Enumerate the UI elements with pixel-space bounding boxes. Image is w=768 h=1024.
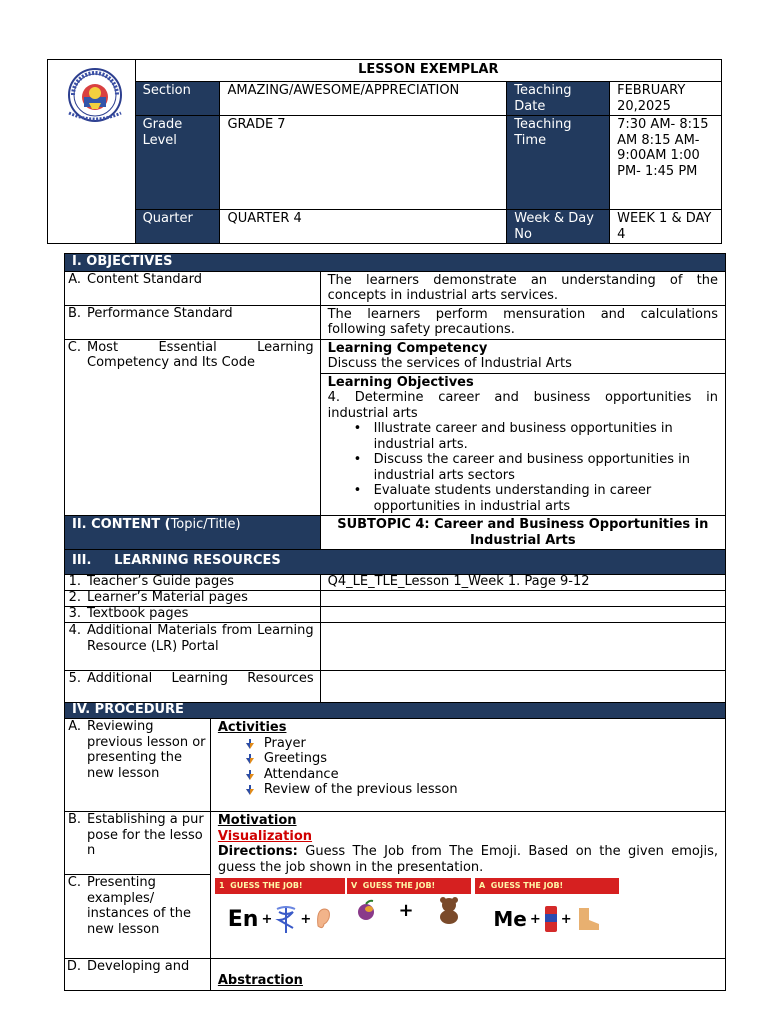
- content-heading: [65, 516, 321, 550]
- emoji-card: [475, 878, 619, 944]
- resource-label: Additional Materials from Learning Resource (LR) Portal: [87, 623, 314, 654]
- activity-label: Prayer: [263, 735, 306, 751]
- resource-label: Additional Learning Resources: [87, 671, 314, 686]
- logo-cell: [48, 60, 136, 244]
- content-standard-value: The learners demonstrate an understanding of the concepts in industrial arts services.: [320, 271, 725, 305]
- procedure-d-label: Developing and: [87, 959, 190, 974]
- activity-item: [244, 767, 718, 783]
- content-standard-key: A.: [68, 271, 81, 287]
- teaching-time-value: 7:30 AM- 8:15 AM 8:15 AM- 9:00AM 1:00 PM- 1:45 PM: [610, 116, 722, 210]
- subtopic-title: SUBTOPIC 4: Career and Business Opportunities in Industrial Arts: [320, 516, 725, 550]
- motivation-heading: Motivation: [217, 813, 297, 828]
- directions-label: Directions:: [217, 844, 298, 859]
- week-day-label: Week & Day No: [507, 210, 610, 244]
- teaching-time-label: Teaching Time: [507, 116, 610, 210]
- emoji-text: En: [227, 906, 259, 932]
- performance-standard-value: The learners perform mensuration and calculations following safety precautions.: [320, 305, 725, 339]
- down-arrow-icon: [246, 770, 254, 780]
- procedure-d-key: D.: [66, 959, 81, 974]
- activity-item: [244, 751, 718, 767]
- section-label: Section: [135, 82, 220, 116]
- directions-text: Guess The Job from The Emoji. Based on the given emojis, guess the job shown in the presentation.: [217, 844, 718, 875]
- resource-value: [320, 607, 725, 623]
- resource-label: Teacher’s Guide pages: [87, 574, 235, 589]
- procedure-b-key: B.: [67, 812, 81, 827]
- resource-value: [320, 623, 725, 671]
- down-arrow-icon: [246, 754, 254, 764]
- melc-label: Most Essential Learning Competency and Its Code: [87, 339, 314, 370]
- objectives-heading: I. OBJECTIVES: [65, 254, 726, 272]
- resource-key: 2.: [68, 590, 81, 605]
- teaching-date-label: Teaching Date: [507, 82, 610, 116]
- abstraction-heading: Abstraction: [217, 973, 303, 988]
- down-arrow-icon: [246, 739, 254, 749]
- procedure-c-label: Presenting examples/ instances of the new lesson: [87, 875, 191, 937]
- plum-icon: [356, 899, 376, 921]
- header-table: [47, 59, 722, 244]
- melc-key: C.: [67, 339, 81, 355]
- plus-icon: +: [398, 899, 414, 921]
- learning-objectives-main: 4. Determine career and business opportunities in industrial arts: [327, 390, 718, 421]
- emoji-card-number: 1: [219, 881, 225, 890]
- procedure-a-label: Reviewing previous lesson or presenting the new lesson: [87, 719, 206, 781]
- resource-key: 3.: [68, 606, 81, 621]
- learning-competency-heading: Learning Competency: [327, 340, 488, 356]
- resource-key: 1.: [68, 574, 81, 589]
- emoji-images: [215, 878, 619, 944]
- objective-bullet: • Discuss the career and business opportunities in industrial arts sectors: [354, 452, 718, 483]
- caduceus-icon: [275, 904, 297, 934]
- resource-value: [320, 591, 725, 607]
- section-value: AMAZING/AWESOME/APPRECIATION: [220, 82, 507, 116]
- objective-bullet: • Evaluate students understanding in career opportunities in industrial arts: [354, 483, 718, 514]
- emoji-card-banner: GUESS THE JOB!: [362, 881, 436, 890]
- quarter-label: Quarter: [135, 210, 220, 244]
- week-day-value: WEEK 1 & DAY 4: [610, 210, 722, 244]
- activities-heading: Activities: [217, 720, 287, 735]
- resource-value: Q4_LE_TLE_Lesson 1_Week 1. Page 9-12: [320, 575, 725, 591]
- grade-level-value: GRADE 7: [220, 116, 507, 210]
- resource-value: [320, 671, 725, 703]
- down-arrow-icon: [246, 785, 254, 795]
- ear-icon: [314, 906, 332, 932]
- plus-icon: +: [560, 911, 572, 927]
- activity-label: Attendance: [263, 766, 339, 782]
- procedure-heading: IV. PROCEDURE: [65, 703, 726, 719]
- activity-label: Greetings: [263, 751, 327, 766]
- resource-key: 5.: [68, 671, 81, 686]
- emoji-card: [347, 878, 471, 926]
- learning-resources-heading: III. LEARNING RESOURCES: [65, 550, 726, 575]
- procedure-c-key: C.: [67, 875, 81, 890]
- plus-icon: +: [529, 911, 541, 927]
- bear-icon: [436, 896, 462, 924]
- emoji-card-number: A: [479, 881, 486, 890]
- emoji-card-number: V: [351, 881, 358, 890]
- emoji-card: [215, 878, 345, 944]
- emoji-text: Me: [493, 907, 527, 931]
- learning-objectives-heading: Learning Objectives: [327, 374, 474, 390]
- activity-item: [244, 736, 718, 752]
- performance-standard-key: B.: [67, 305, 81, 321]
- teaching-date-value: FEBRUARY 20,2025: [610, 82, 722, 116]
- learning-competency-value: Discuss the services of Industrial Arts: [327, 356, 572, 371]
- procedure-a-key: A.: [68, 719, 81, 734]
- grade-level-label: Grade Level: [135, 116, 220, 210]
- activity-label: Review of the previous lesson: [263, 782, 458, 797]
- procedure-b-label: Establishing a purpose for the lesson: [87, 812, 204, 858]
- content-heading-rest: Topic/Title): [170, 517, 241, 532]
- objective-bullet: • Illustrate career and business opportunities in industrial arts.: [354, 421, 718, 452]
- plus-icon: +: [261, 911, 273, 927]
- emoji-card-banner: GUESS THE JOB!: [490, 881, 564, 890]
- content-standard-label: Content Standard: [87, 271, 202, 287]
- resource-label: Textbook pages: [87, 606, 189, 621]
- activity-item: [244, 782, 718, 798]
- quarter-value: QUARTER 4: [220, 210, 507, 244]
- emoji-card-banner: GUESS THE JOB!: [230, 881, 303, 890]
- resource-key: 4.: [68, 623, 81, 638]
- content-heading-bold: II. CONTENT (: [72, 517, 171, 532]
- can-icon: [544, 904, 558, 934]
- resource-label: Learner’s Material pages: [87, 590, 248, 605]
- plus-icon: +: [300, 911, 312, 927]
- visualization-heading: Visualization: [217, 828, 313, 844]
- performance-standard-label: Performance Standard: [87, 305, 233, 321]
- lesson-exemplar-title: LESSON EXEMPLAR: [135, 60, 721, 82]
- boot-icon: [575, 906, 601, 932]
